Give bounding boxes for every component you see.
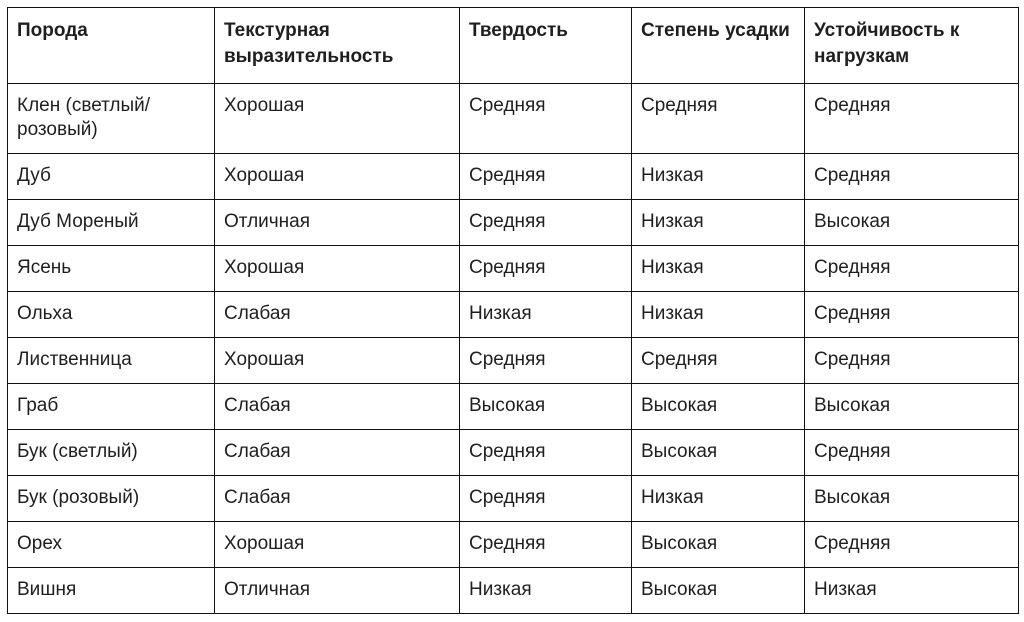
cell-texture: Хорошая bbox=[215, 338, 460, 384]
cell-hardness: Низкая bbox=[460, 292, 632, 338]
cell-shrinkage: Средняя bbox=[632, 84, 805, 154]
cell-texture: Хорошая bbox=[215, 246, 460, 292]
cell-load-resistance: Средняя bbox=[805, 292, 1019, 338]
cell-breed: Граб bbox=[8, 384, 215, 430]
cell-load-resistance: Средняя bbox=[805, 84, 1019, 154]
cell-hardness: Средняя bbox=[460, 246, 632, 292]
table-row bbox=[8, 384, 1019, 430]
header-texture: Текстурная выразительность bbox=[215, 8, 460, 84]
cell-hardness: Средняя bbox=[460, 522, 632, 568]
cell-texture: Отличная bbox=[215, 568, 460, 614]
cell-breed: Бук (светлый) bbox=[8, 430, 215, 476]
table-row bbox=[8, 522, 1019, 568]
cell-load-resistance: Средняя bbox=[805, 154, 1019, 200]
cell-hardness: Средняя bbox=[460, 476, 632, 522]
cell-shrinkage: Высокая bbox=[632, 430, 805, 476]
header-hardness: Твердость bbox=[460, 8, 632, 84]
cell-load-resistance: Средняя bbox=[805, 430, 1019, 476]
header-shrinkage: Степень усадки bbox=[632, 8, 805, 84]
table-row bbox=[8, 338, 1019, 384]
cell-breed: Бук (розовый) bbox=[8, 476, 215, 522]
cell-breed: Ольха bbox=[8, 292, 215, 338]
table-row bbox=[8, 430, 1019, 476]
table-row bbox=[8, 200, 1019, 246]
cell-shrinkage: Низкая bbox=[632, 246, 805, 292]
cell-load-resistance: Низкая bbox=[805, 568, 1019, 614]
cell-shrinkage: Высокая bbox=[632, 568, 805, 614]
cell-texture: Слабая bbox=[215, 292, 460, 338]
cell-texture: Слабая bbox=[215, 430, 460, 476]
cell-hardness: Высокая bbox=[460, 384, 632, 430]
cell-hardness: Средняя bbox=[460, 154, 632, 200]
table-body bbox=[8, 84, 1019, 614]
cell-texture: Слабая bbox=[215, 384, 460, 430]
cell-shrinkage: Высокая bbox=[632, 384, 805, 430]
cell-breed: Клен (светлый/розовый) bbox=[8, 84, 215, 154]
table-header bbox=[8, 8, 1019, 84]
cell-shrinkage: Высокая bbox=[632, 522, 805, 568]
cell-load-resistance: Высокая bbox=[805, 384, 1019, 430]
header-breed: Порода bbox=[8, 8, 215, 84]
cell-shrinkage: Низкая bbox=[632, 292, 805, 338]
cell-load-resistance: Высокая bbox=[805, 476, 1019, 522]
table-row bbox=[8, 476, 1019, 522]
header-row bbox=[8, 8, 1019, 84]
cell-load-resistance: Средняя bbox=[805, 246, 1019, 292]
cell-texture: Хорошая bbox=[215, 84, 460, 154]
wood-properties-table bbox=[7, 7, 1019, 614]
cell-breed: Орех bbox=[8, 522, 215, 568]
cell-breed: Дуб bbox=[8, 154, 215, 200]
cell-load-resistance: Средняя bbox=[805, 338, 1019, 384]
table-row bbox=[8, 154, 1019, 200]
cell-texture: Отличная bbox=[215, 200, 460, 246]
cell-load-resistance: Высокая bbox=[805, 200, 1019, 246]
cell-hardness: Средняя bbox=[460, 200, 632, 246]
cell-hardness: Средняя bbox=[460, 338, 632, 384]
cell-breed: Вишня bbox=[8, 568, 215, 614]
cell-load-resistance: Средняя bbox=[805, 522, 1019, 568]
cell-texture: Хорошая bbox=[215, 522, 460, 568]
cell-breed: Ясень bbox=[8, 246, 215, 292]
table-row bbox=[8, 84, 1019, 154]
cell-breed: Лиственница bbox=[8, 338, 215, 384]
cell-texture: Слабая bbox=[215, 476, 460, 522]
cell-breed: Дуб Мореный bbox=[8, 200, 215, 246]
table-row bbox=[8, 568, 1019, 614]
cell-shrinkage: Низкая bbox=[632, 200, 805, 246]
table-row bbox=[8, 292, 1019, 338]
cell-shrinkage: Низкая bbox=[632, 476, 805, 522]
cell-hardness: Средняя bbox=[460, 84, 632, 154]
cell-shrinkage: Средняя bbox=[632, 338, 805, 384]
cell-texture: Хорошая bbox=[215, 154, 460, 200]
cell-hardness: Средняя bbox=[460, 430, 632, 476]
cell-hardness: Низкая bbox=[460, 568, 632, 614]
table-row bbox=[8, 246, 1019, 292]
cell-shrinkage: Низкая bbox=[632, 154, 805, 200]
header-load-resistance: Устойчивость к нагрузкам bbox=[805, 8, 1019, 84]
